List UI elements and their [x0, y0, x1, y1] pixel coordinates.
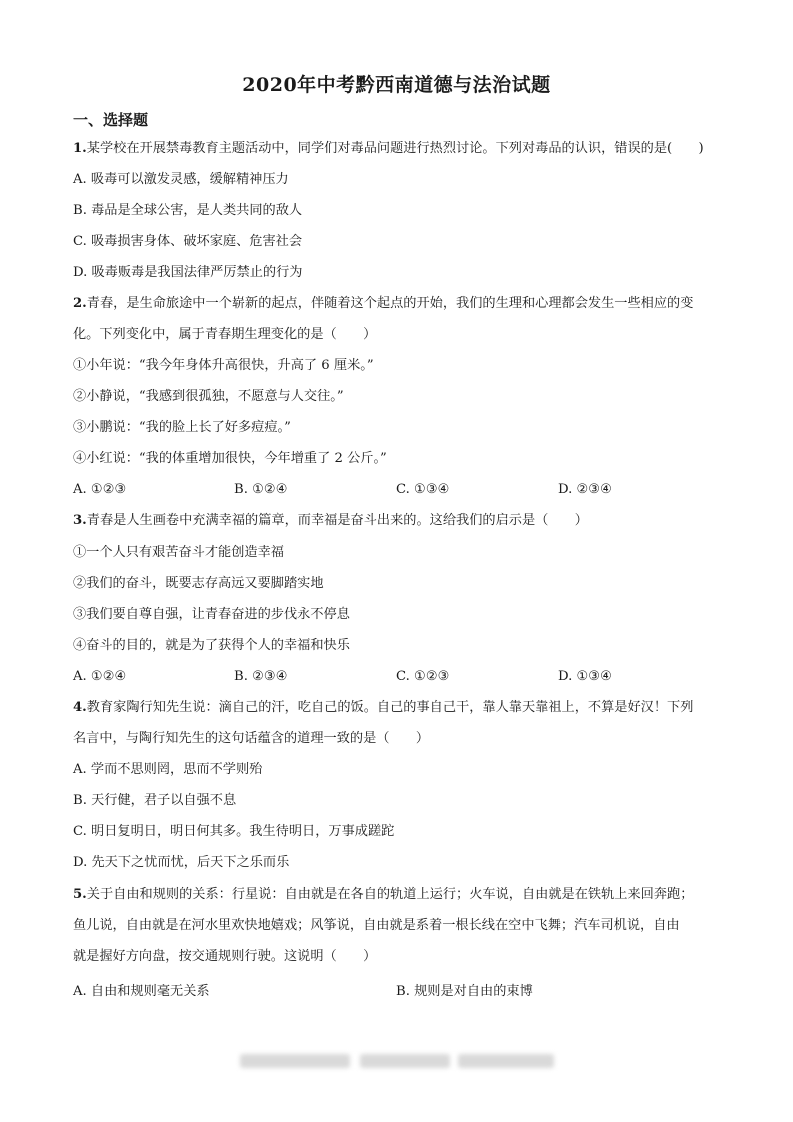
question-2-statement-3: ③小鹏说：“我的脸上长了好多痘痘。”	[73, 420, 291, 435]
question-2-statement-1: ①小年说：“我今年身体升高很快，升高了 6 厘米。”	[73, 358, 374, 373]
footer-blur-segment	[240, 1054, 350, 1068]
question-4-option-b: B. 天行健，君子以自强不息	[73, 793, 237, 808]
question-5-option-b: B. 规则是对自由的束博	[396, 984, 533, 999]
footer-blur-segment	[458, 1054, 554, 1068]
question-3-statement-2: ②我们的奋斗，既要志存高远又要脚踏实地	[73, 576, 324, 591]
question-text: 关于自由和规则的关系：行星说：自由就是在各自的轨道上运行；火车说，自由就是在铁轨上来回奔跑；	[86, 887, 694, 902]
question-number: 3.	[73, 513, 87, 528]
question-number: 2.	[73, 296, 87, 311]
section-heading: 一、选择题	[73, 111, 149, 129]
question-2-option-d: D. ②③④	[558, 482, 612, 497]
footer-blur-segment	[360, 1054, 450, 1068]
question-3-stem	[73, 511, 588, 531]
question-1-option-a: A. 吸毒可以激发灵感，缓解精神压力	[73, 172, 289, 187]
question-4-option-d: D. 先天下之忧而忧，后天下之乐而乐	[73, 855, 290, 870]
question-4-stem-cont: 名言中，与陶行知先生的这句话蕴含的道理一致的是（ ）	[73, 731, 430, 746]
question-1-option-b: B. 毒品是全球公害，是人类共同的敌人	[73, 203, 303, 218]
question-2-option-a: A. ①②③	[73, 482, 127, 497]
question-2-option-c: C. ①③④	[396, 482, 450, 497]
question-5-stem	[73, 885, 693, 905]
question-4-option-a: A. 学而不思则罔，思而不学则殆	[73, 762, 263, 777]
question-3-statement-4: ④奋斗的目的，就是为了获得个人的幸福和快乐	[73, 638, 350, 653]
question-text: 某学校在开展禁毒教育主题活动中，同学们对毒品问题进行热烈讨论。下列对毒品的认识，错误的是( )	[86, 141, 704, 156]
question-text: 青春，是生命旅途中一个崭新的起点，伴随着这个起点的开始，我们的生理和心理都会发生一些相应的变	[86, 296, 694, 311]
question-number: 4.	[73, 700, 87, 715]
question-1-stem	[73, 139, 704, 159]
question-2-option-b: B. ①②④	[234, 482, 288, 497]
question-1-option-d: D. 吸毒贩毒是我国法律严厉禁止的行为	[73, 265, 303, 280]
question-text: 教育家陶行知先生说：滴自己的汗，吃自己的饭。自己的事自己干，靠人靠天靠祖上，不算是好汉！下列	[86, 700, 694, 715]
question-3-option-a: A. ①②④	[73, 669, 127, 684]
question-3-option-c: C. ①②③	[396, 669, 450, 684]
question-5-stem-cont-1: 鱼儿说，自由就是在河水里欢快地嬉戏；风筝说，自由就是系着一根长线在空中飞舞；汽车司机说，自由	[73, 918, 680, 933]
question-4-option-c: C. 明日复明日，明日何其多。我生待明日，万事成蹉跎	[73, 824, 395, 839]
question-2-stem	[73, 294, 693, 314]
question-3-option-d: D. ①③④	[558, 669, 612, 684]
question-2-statement-4: ④小红说：“我的体重增加很快，今年增重了 2 公斤。”	[73, 451, 387, 466]
question-5-stem-cont-2: 就是握好方向盘，按交通规则行驶。这说明（ ）	[73, 949, 377, 964]
question-1-option-c: C. 吸毒损害身体、破坏家庭、危害社会	[73, 234, 303, 249]
question-2-stem-cont: 化。下列变化中，属于青春期生理变化的是（ ）	[73, 327, 377, 342]
page-title: 2020年中考黔西南道德与法治试题	[242, 74, 551, 96]
question-3-statement-3: ③我们要自尊自强，让青春奋进的步伐永不停息	[73, 607, 350, 622]
question-5-option-a: A. 自由和规则毫无关系	[73, 984, 210, 999]
question-2-statement-2: ②小静说，“我感到很孤独，不愿意与人交往。”	[73, 389, 344, 404]
question-4-stem	[73, 698, 693, 718]
question-number: 5.	[73, 887, 87, 902]
question-3-option-b: B. ②③④	[234, 669, 288, 684]
question-number: 1.	[73, 141, 87, 156]
question-3-statement-1: ①一个人只有艰苦奋斗才能创造幸福	[73, 545, 284, 560]
question-text: 青春是人生画卷中充满幸福的篇章，而幸福是奋斗出来的。这给我们的启示是（ ）	[86, 513, 588, 528]
